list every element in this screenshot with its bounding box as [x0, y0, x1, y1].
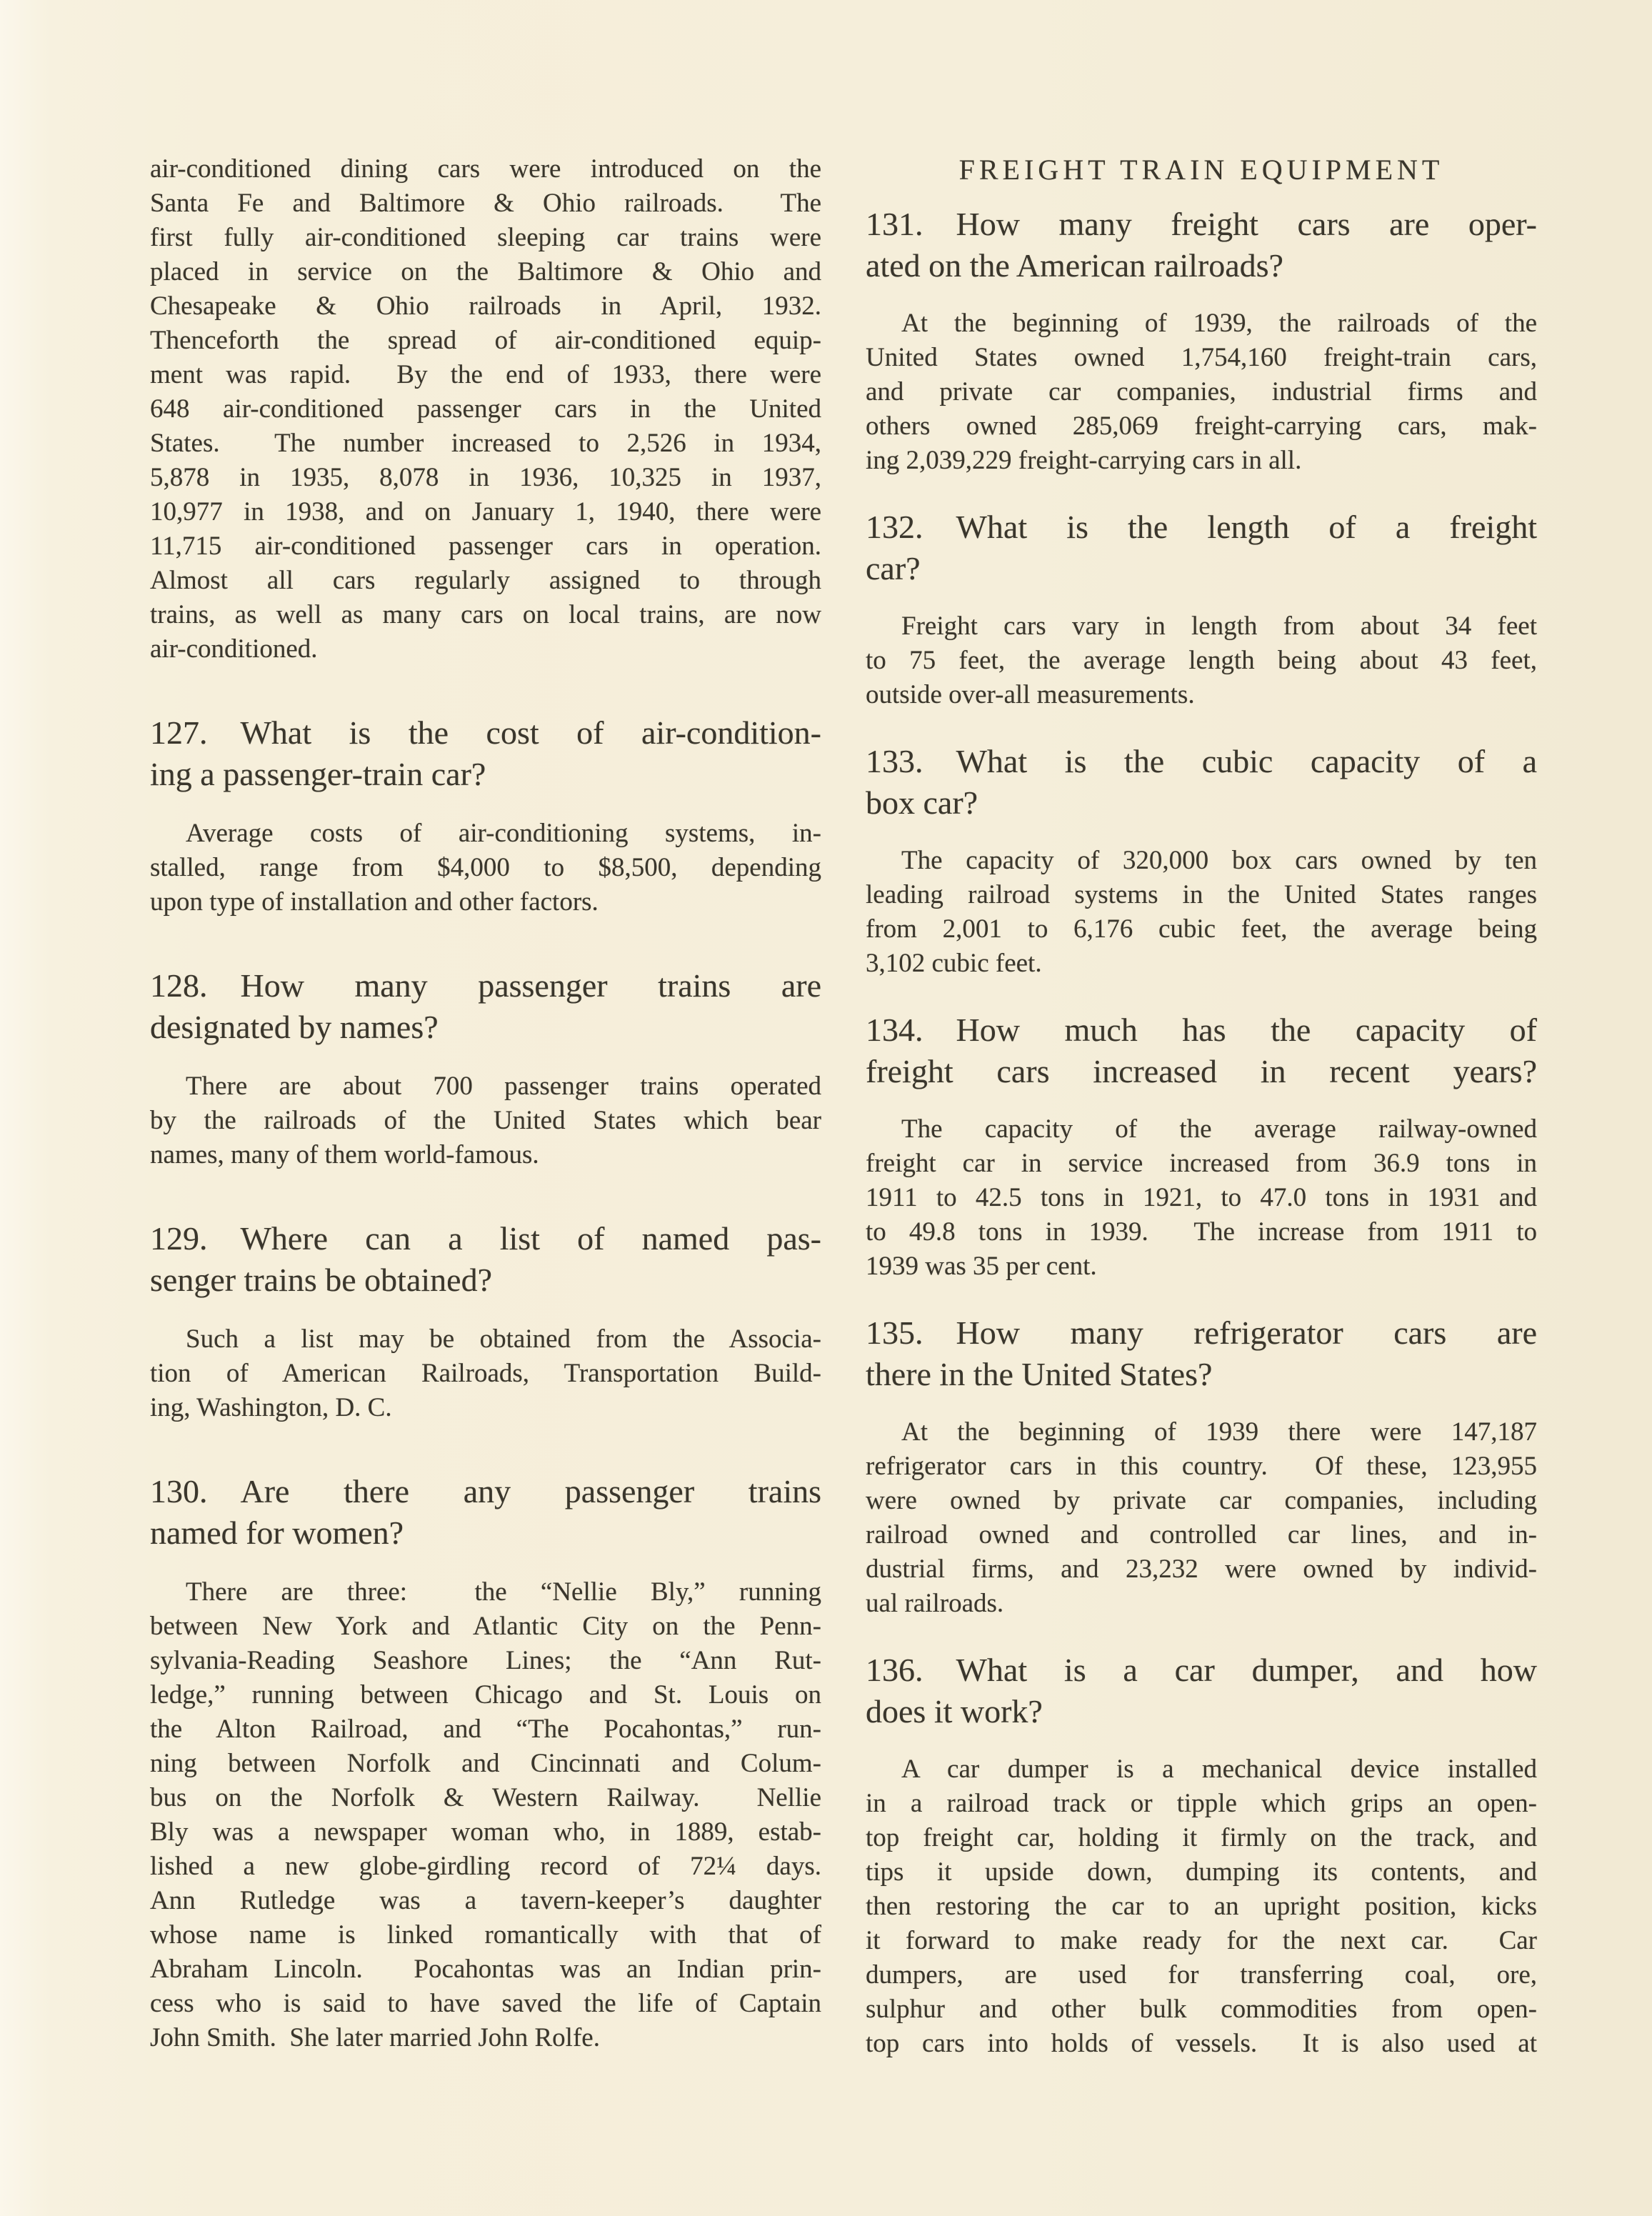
answer-paragraph	[866, 1112, 1537, 1284]
answer-paragraph	[866, 306, 1537, 478]
text-line: 1911 to 42.5 tons in 1921, to 47.0 tons in 1931 and	[866, 1183, 1537, 1212]
text-line: 131. How many freight cars are oper-	[866, 206, 1537, 242]
text-line: Such a list may be obtained from the Associa-	[186, 1324, 821, 1354]
question-heading	[866, 204, 1537, 286]
text-line: ing 2,039,229 freight-carrying cars in all.	[866, 446, 1302, 475]
answer-paragraph	[866, 1752, 1537, 2061]
question-heading	[866, 1312, 1537, 1395]
text-line: top cars into holds of vessels. It is also used at	[866, 2029, 1537, 2058]
text-line: 128. How many passenger trains are	[150, 967, 821, 1004]
question-heading	[150, 712, 821, 795]
text-line: designated by names?	[150, 1009, 439, 1045]
text-line: then restoring the car to an upright position, kicks	[866, 1892, 1537, 1921]
text-line: bus on the Norfolk & Western Railway. Nellie	[150, 1783, 821, 1812]
text-line: Abraham Lincoln. Pocahontas was an Indian prin-	[150, 1955, 821, 1984]
text-line: Freight cars vary in length from about 34 feet	[901, 612, 1537, 641]
text-line: upon type of installation and other factors.	[150, 887, 599, 917]
text-line: names, many of them world-famous.	[150, 1140, 539, 1169]
answer-paragraph	[150, 1575, 821, 2055]
text-line: 134. How much has the capacity of	[866, 1012, 1537, 1048]
question-heading	[866, 506, 1537, 589]
text-line: freight car in service increased from 36.9 tons in	[866, 1149, 1537, 1178]
text-line: 127. What is the cost of air-condition-	[150, 714, 821, 751]
text-line: States. The number increased to 2,526 in 1934,	[150, 429, 821, 458]
text-line: ment was rapid. By the end of 1933, there were	[150, 360, 821, 389]
text-line: Thenceforth the spread of air-conditioned equip-	[150, 326, 821, 355]
answer-paragraph	[866, 609, 1537, 712]
text-line: Ann Rutledge was a tavern-keeper’s daughter	[150, 1886, 821, 1915]
text-line: first fully air-conditioned sleeping car trains were	[150, 223, 821, 252]
question-heading	[866, 1009, 1537, 1092]
text-line: 135. How many refrigerator cars are	[866, 1314, 1537, 1351]
text-line: United States owned 1,754,160 freight-train cars,	[866, 343, 1537, 372]
text-line: and private car companies, industrial firms and	[866, 377, 1537, 406]
text-line: air-conditioned dining cars were introduced on the	[150, 154, 821, 184]
text-line: railroad owned and controlled car lines, and in-	[866, 1520, 1537, 1549]
text-line: others owned 285,069 freight-carrying cars, mak-	[866, 411, 1537, 441]
text-line: whose name is linked romantically with that of	[150, 1920, 821, 1950]
text-line: 648 air-conditioned passenger cars in the United	[150, 394, 821, 424]
text-line: The capacity of the average railway-owned	[901, 1114, 1537, 1144]
text-line: air-conditioned.	[150, 634, 318, 664]
body-paragraph	[150, 152, 821, 667]
text-line: 10,977 in 1938, and on January 1, 1940, there were	[150, 497, 821, 526]
text-line: does it work?	[866, 1693, 1043, 1730]
text-line: 132. What is the length of a freight	[866, 509, 1537, 545]
question-heading	[150, 965, 821, 1048]
text-line: were owned by private car companies, including	[866, 1486, 1537, 1515]
answer-paragraph	[150, 817, 821, 919]
text-line: ated on the American railroads?	[866, 247, 1283, 284]
text-line: 133. What is the cubic capacity of a	[866, 743, 1537, 779]
question-heading	[866, 741, 1537, 824]
text-line: freight cars increased in recent years?	[866, 1053, 1537, 1089]
text-line: tion of American Railroads, Transportation Build-	[150, 1359, 821, 1388]
text-line: Almost all cars regularly assigned to through	[150, 566, 821, 595]
question-heading	[150, 1218, 821, 1301]
text-line: John Smith. She later married John Rolfe.	[150, 2023, 600, 2052]
answer-paragraph	[150, 1322, 821, 1425]
text-line: 11,715 air-conditioned passenger cars in operation.	[150, 531, 821, 561]
text-line: Santa Fe and Baltimore & Ohio railroads. The	[150, 189, 821, 218]
text-line: by the railroads of the United States which bear	[150, 1106, 821, 1135]
text-line: refrigerator cars in this country. Of these, 123,955	[866, 1452, 1537, 1481]
text-line: the Alton Railroad, and “The Pocahontas,” run-	[150, 1715, 821, 1744]
text-line: There are three: the “Nellie Bly,” running	[186, 1577, 821, 1607]
text-line: A car dumper is a mechanical device installed	[901, 1755, 1537, 1784]
text-line: top freight car, holding it firmly on the track, and	[866, 1823, 1537, 1852]
text-line: FREIGHT TRAIN EQUIPMENT	[958, 154, 1444, 186]
text-line: box car?	[866, 784, 978, 821]
text-line: At the beginning of 1939, the railroads of the	[901, 309, 1537, 338]
column-right	[866, 152, 1537, 2061]
text-line: ledge,” running between Chicago and St. Louis on	[150, 1680, 821, 1710]
text-line: 136. What is a car dumper, and how	[866, 1652, 1537, 1688]
text-line: ning between Norfolk and Cincinnati and Colum-	[150, 1749, 821, 1778]
text-line: ing, Washington, D. C.	[150, 1393, 392, 1422]
text-line: The capacity of 320,000 box cars owned by ten	[901, 846, 1537, 875]
text-line: from 2,001 to 6,176 cubic feet, the average being	[866, 914, 1537, 944]
text-line: 5,878 in 1935, 8,078 in 1936, 10,325 in 1937,	[150, 463, 821, 492]
text-line: dustrial firms, and 23,232 were owned by individ-	[866, 1554, 1537, 1584]
text-line: There are about 700 passenger trains operated	[186, 1072, 821, 1101]
answer-paragraph	[866, 1415, 1537, 1621]
text-line: Bly was a newspaper woman who, in 1889, estab-	[150, 1817, 821, 1847]
text-line: 129. Where can a list of named pas-	[150, 1220, 821, 1257]
text-line: senger trains be obtained?	[150, 1262, 492, 1298]
text-line: At the beginning of 1939 there were 147,187	[901, 1417, 1537, 1447]
text-line: there in the United States?	[866, 1356, 1213, 1392]
text-line: tips it upside down, dumping its contents, and	[866, 1857, 1537, 1887]
text-line: sulphur and other bulk commodities from open-	[866, 1995, 1537, 2024]
text-line: trains, as well as many cars on local trains, are now	[150, 600, 821, 629]
text-line: ual railroads.	[866, 1589, 1004, 1618]
text-line: 130. Are there any passenger trains	[150, 1473, 821, 1509]
text-line: 1939 was 35 per cent.	[866, 1252, 1097, 1281]
text-line: outside over-all measurements.	[866, 680, 1195, 709]
answer-paragraph	[866, 844, 1537, 981]
text-line: between New York and Atlantic City on the Penn-	[150, 1612, 821, 1641]
text-line: cess who is said to have saved the life of Captain	[150, 1989, 821, 2018]
text-line: leading railroad systems in the United States ranges	[866, 880, 1537, 909]
answer-paragraph	[150, 1069, 821, 1172]
text-line: it forward to make ready for the next car. Car	[866, 1926, 1537, 1955]
text-line: Average costs of air-conditioning systems, in-	[186, 819, 821, 848]
text-line: sylvania-Reading Seashore Lines; the “Ann Rut-	[150, 1646, 821, 1675]
text-line: in a railroad track or tipple which grips an open-	[866, 1789, 1537, 1818]
text-line: Chesapeake & Ohio railroads in April, 1932.	[150, 291, 821, 321]
text-line: to 75 feet, the average length being about 43 feet,	[866, 646, 1537, 675]
text-line: car?	[866, 550, 921, 587]
text-line: named for women?	[150, 1514, 404, 1551]
section-heading	[866, 152, 1537, 188]
text-line: dumpers, are used for transferring coal, ore,	[866, 1960, 1537, 1990]
text-line: stalled, range from $4,000 to $8,500, depending	[150, 853, 821, 882]
column-left	[150, 152, 821, 2055]
text-line: ing a passenger-train car?	[150, 756, 486, 792]
question-heading	[150, 1471, 821, 1554]
text-line: to 49.8 tons in 1939. The increase from 1911 to	[866, 1217, 1537, 1247]
question-heading	[866, 1649, 1537, 1732]
text-line: placed in service on the Baltimore & Ohio and	[150, 257, 821, 286]
text-line: lished a new globe-girdling record of 72¼ days.	[150, 1852, 821, 1881]
text-line: 3,102 cubic feet.	[866, 949, 1042, 978]
